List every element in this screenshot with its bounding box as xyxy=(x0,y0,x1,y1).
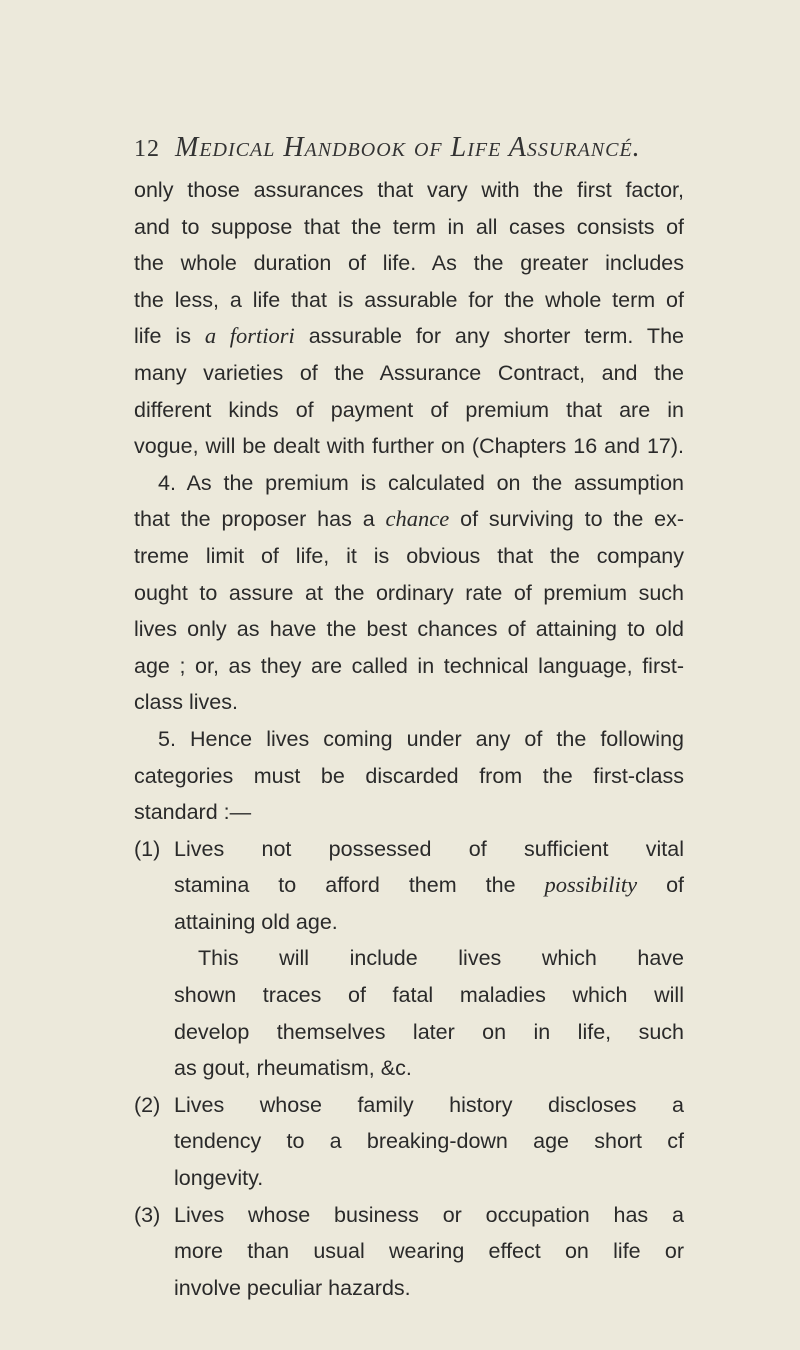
text-line: the less, a life that is assurable for the whole term of xyxy=(134,287,684,312)
text-line: longevity. xyxy=(174,1166,264,1191)
list-number: (1) xyxy=(134,836,161,861)
text-line: attaining old age. xyxy=(174,909,338,934)
text-line: standard :— xyxy=(134,800,252,825)
paragraph-start: 4. As the premium is calculated on the assumption xyxy=(158,470,684,495)
italic-word: possibility xyxy=(544,872,638,898)
text-line: different kinds of payment of premium that are in xyxy=(134,397,684,422)
text-line: and to suppose that the term in all cases consists of xyxy=(134,214,684,239)
text-line: involve peculiar hazards. xyxy=(174,1275,411,1300)
page-text xyxy=(134,172,684,1306)
text-line: many varieties of the Assurance Contract, and the xyxy=(134,360,684,385)
text-line: lives only as have the best chances of attaining to old xyxy=(134,617,684,642)
text-line: vogue, will be dealt with further on (Chapters 16 and 17). xyxy=(134,434,684,459)
text-line: as gout, rheumatism, &c. xyxy=(174,1056,412,1081)
text-line: ought to assure at the ordinary rate of premium such xyxy=(134,580,684,605)
page-number: 12 xyxy=(134,136,160,162)
text-line: class lives. xyxy=(134,690,238,715)
list-item-3 xyxy=(134,1197,684,1307)
list-number: (2) xyxy=(134,1092,161,1117)
italic-phrase: a fortiori xyxy=(204,323,295,349)
running-title: Medical Handbook of Life Assurancé. xyxy=(175,132,641,163)
text-line: that the proposer has a chance of surviving to the ex- xyxy=(134,506,684,532)
text-line: Lives whose business or occupation has a xyxy=(174,1202,684,1227)
text-line: Lives whose family history discloses a xyxy=(174,1092,684,1117)
text-line: only those assurances that vary with the first factor, xyxy=(134,178,684,202)
paragraph-start: 5. Hence lives coming under any of the following xyxy=(158,726,684,751)
text-line: the whole duration of life. As the greater includes xyxy=(134,251,684,276)
text-line: life is a fortiori assurable for any shorter term. The xyxy=(134,323,684,349)
page-header xyxy=(134,132,694,164)
text-line: This will include lives which have xyxy=(198,946,684,971)
list-number: (3) xyxy=(134,1202,161,1227)
italic-word: chance xyxy=(385,506,450,532)
list-item-2 xyxy=(134,1087,684,1197)
text-line: tendency to a breaking-down age short cf xyxy=(174,1129,684,1154)
text-line: stamina to afford them the possibility of xyxy=(174,872,685,898)
text-line: treme limit of life, it is obvious that the company xyxy=(134,543,684,568)
text-line: develop themselves later on in life, such xyxy=(174,1019,684,1044)
text-line: more than usual wearing effect on life or xyxy=(174,1239,684,1264)
text-line: categories must be discarded from the first-class xyxy=(134,763,684,788)
text-line: shown traces of fatal maladies which will xyxy=(174,983,684,1008)
text-line: age ; or, as they are called in technical language, first- xyxy=(134,653,684,678)
list-item-1 xyxy=(134,831,684,1087)
text-line: Lives not possessed of sufficient vital xyxy=(174,836,684,861)
